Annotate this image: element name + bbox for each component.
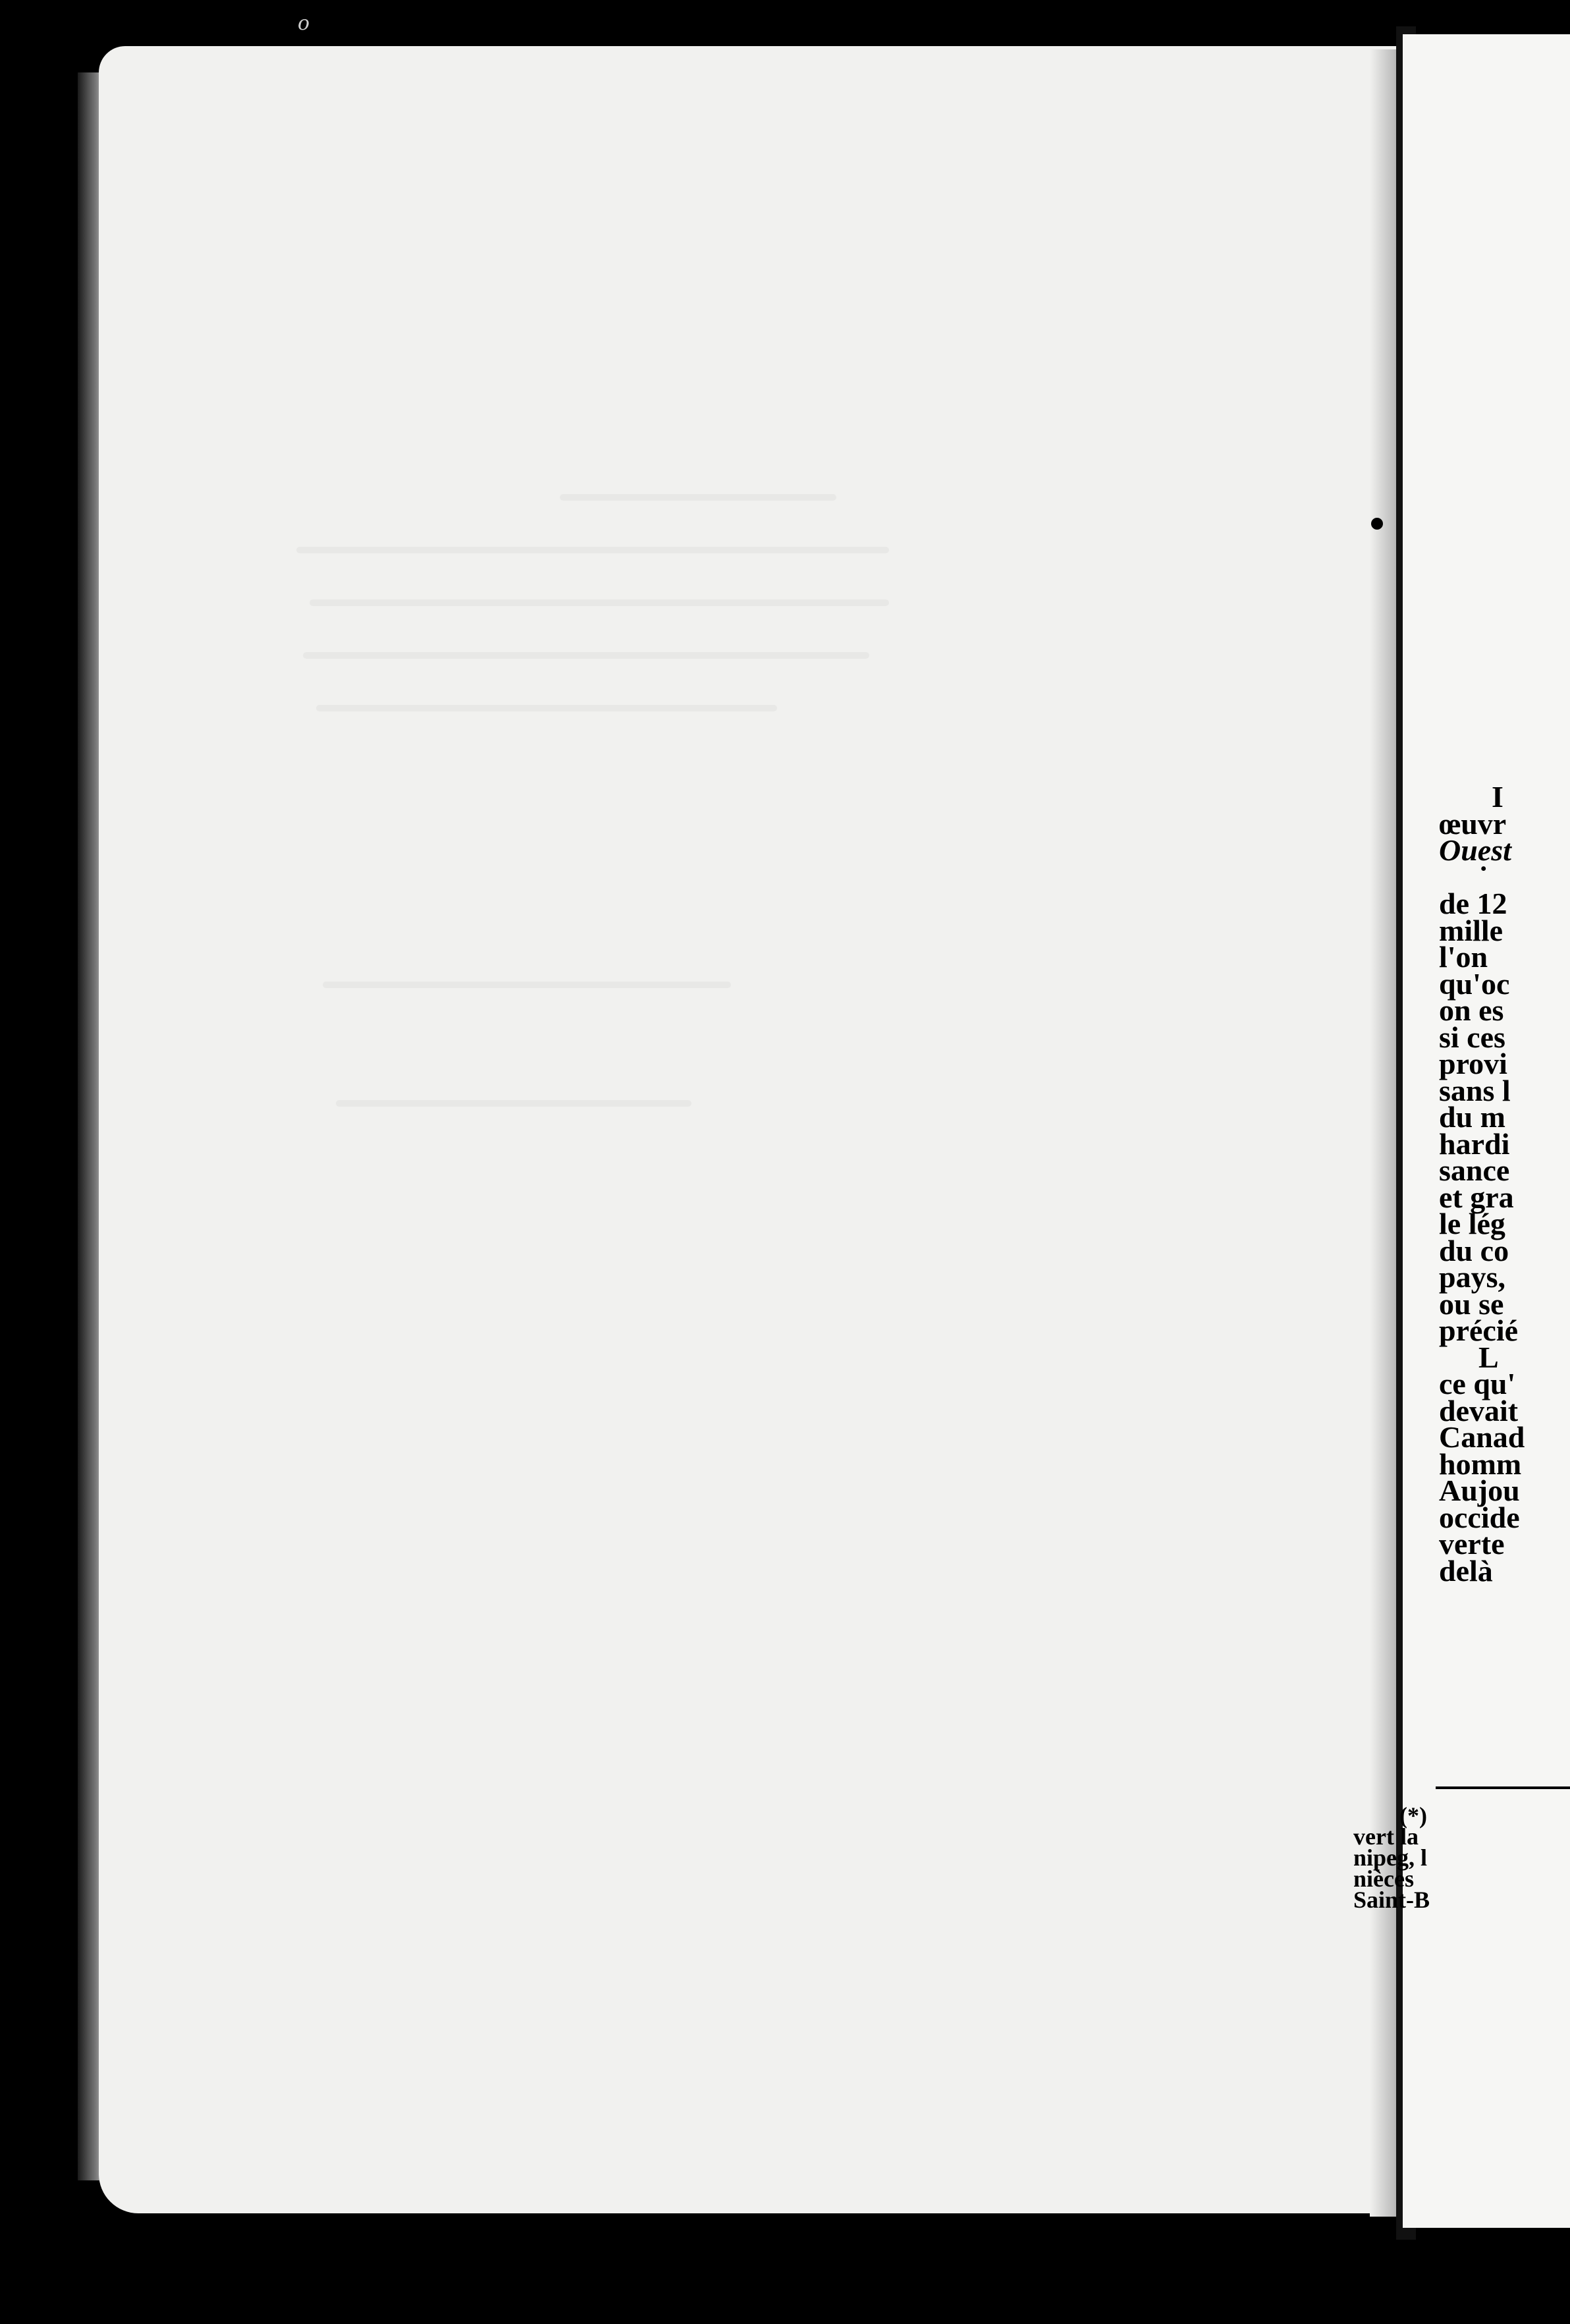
text-line: précié	[1439, 1314, 1519, 1347]
footnote-line: Saint-B	[1353, 1887, 1430, 1913]
footnote-line: vert la	[1353, 1823, 1419, 1850]
text-line: le lég	[1439, 1207, 1505, 1240]
text-line: L	[1478, 1340, 1499, 1374]
text-line: Canad	[1439, 1420, 1525, 1454]
text-line: occide	[1439, 1500, 1520, 1534]
footnote-rule	[1436, 1786, 1570, 1789]
text-line: si ces	[1439, 1020, 1505, 1054]
text-line: l'on	[1439, 940, 1488, 974]
text-line: delà	[1439, 1553, 1493, 1588]
text-line: ˙	[1478, 860, 1489, 894]
text-line: du m	[1439, 1100, 1505, 1134]
top-margin-mark: o	[298, 12, 310, 35]
text-line: sans l	[1439, 1073, 1511, 1107]
text-line: Aujou	[1439, 1474, 1520, 1507]
footnote-block	[1353, 1802, 1570, 1913]
text-line: hardi	[1439, 1126, 1510, 1161]
footnote-line: (*)	[1399, 1802, 1427, 1829]
text-line: verte	[1439, 1527, 1505, 1561]
text-line: on es	[1439, 993, 1504, 1027]
ink-spot	[1371, 518, 1383, 530]
right-page-text-column	[1439, 780, 1570, 1588]
text-line: ce qu'	[1439, 1367, 1516, 1400]
text-line: devait	[1439, 1393, 1519, 1427]
blank-left-page	[99, 46, 1403, 2213]
text-line: pays,	[1439, 1260, 1505, 1294]
text-line: œuvr	[1439, 806, 1507, 841]
text-line: Ouest	[1439, 833, 1511, 867]
text-line: sance	[1439, 1153, 1510, 1187]
footnote-line: nipeg, l	[1353, 1844, 1428, 1871]
footnote-line: nièces	[1353, 1866, 1414, 1892]
text-line: ou se	[1439, 1286, 1504, 1321]
text-line: provi	[1439, 1047, 1507, 1080]
text-line: I	[1492, 780, 1503, 814]
text-line: de 12	[1439, 887, 1507, 920]
text-line: mille	[1439, 913, 1503, 947]
text-line: qu'oc	[1439, 966, 1510, 1001]
text-line: du co	[1439, 1233, 1509, 1267]
text-line: homm	[1439, 1447, 1522, 1481]
text-line: et gra	[1439, 1180, 1514, 1214]
